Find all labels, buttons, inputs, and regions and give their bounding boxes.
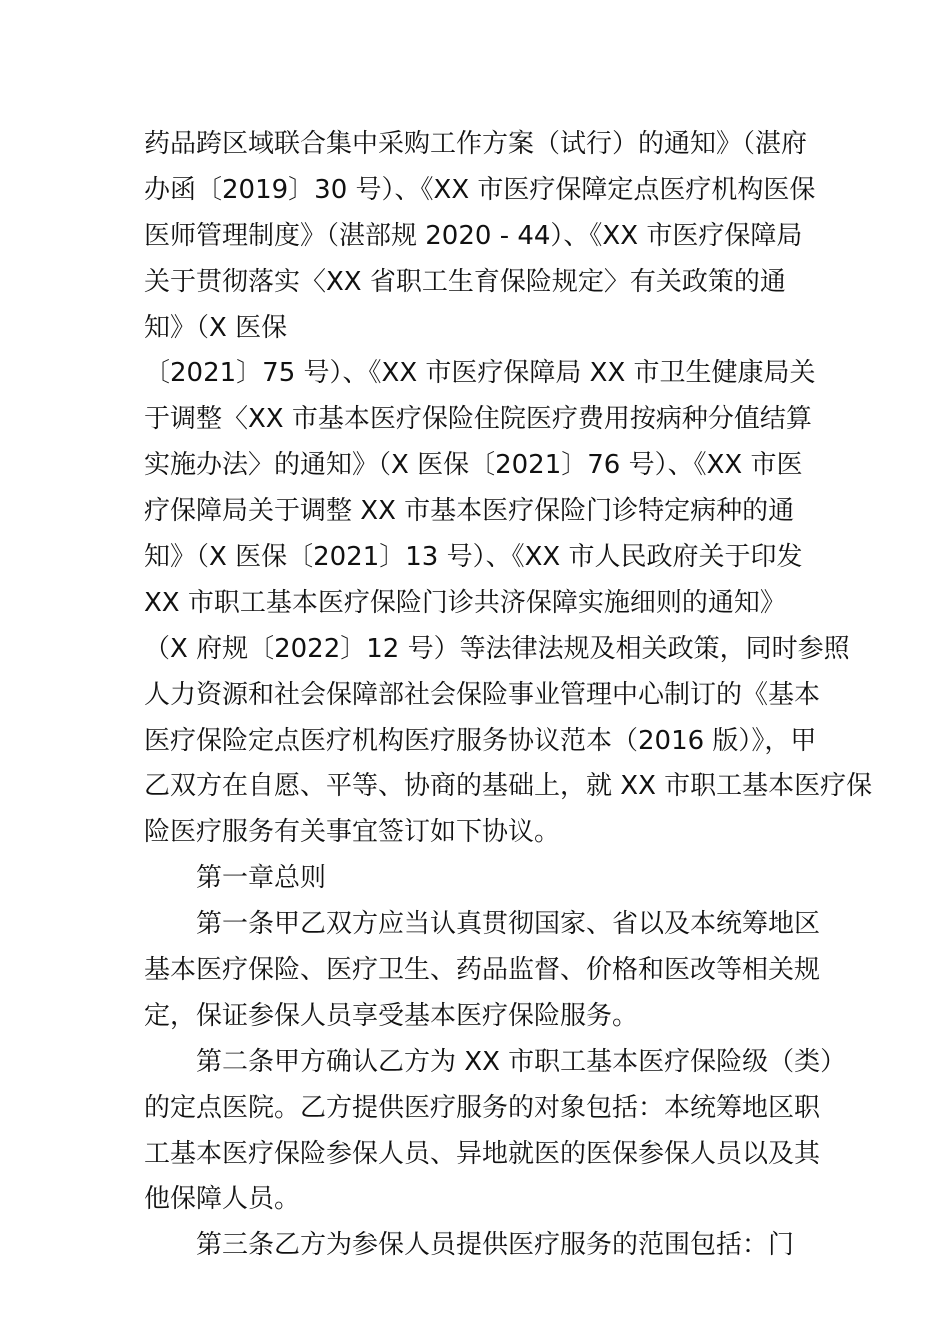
document-body	[144, 122, 873, 1269]
text-line: 定，保证参保人员享受基本医疗保险服务。	[144, 1000, 639, 1031]
text-line: 他保障人员。	[144, 1184, 301, 1215]
text-line: 乙双方在自愿、平等、协商的基础上，就 XX 市职工基本医疗保	[144, 771, 873, 802]
text-line: 险医疗服务有关事宜签订如下协议。	[144, 817, 561, 848]
text-line: 的定点医院。乙方提供医疗服务的对象包括：本统筹地区职	[144, 1092, 821, 1123]
text-line: 知》（X 医保〔2021〕13 号）、《XX 市人民政府关于印发	[144, 542, 803, 573]
text-line: 实施办法〉的通知》（X 医保〔2021〕76 号）、《XX 市医	[144, 450, 803, 481]
text-line: 关于贯彻落实〈XX 省职工生育保险规定〉有关政策的通	[144, 266, 786, 297]
text-line: （X 府规〔2022〕12 号）等法律法规及相关政策，同时参照	[144, 633, 850, 664]
text-line: 于调整〈XX 市基本医疗保险住院医疗费用按病种分值结算	[144, 404, 812, 435]
text-line: 知》（X 医保	[144, 312, 288, 343]
text-line: 人力资源和社会保障部社会保险事业管理中心制订的《基本	[144, 679, 821, 710]
text-line: 基本医疗保险、医疗卫生、药品监督、价格和医改等相关规	[144, 955, 821, 986]
chapter-heading: 第一章总则	[196, 863, 327, 894]
text-line: 疗保障局关于调整 XX 市基本医疗保险门诊特定病种的通	[144, 496, 795, 527]
article-first-line: 第三条乙方为参保人员提供医疗服务的范围包括：门	[196, 1230, 795, 1261]
text-line: 药品跨区域联合集中采购工作方案（试行）的通知》（湛府	[144, 129, 808, 159]
text-line: 医师管理制度》（湛部规 2020 - 44）、《XX 市医疗保障局	[144, 220, 803, 251]
text-line: 工基本医疗保险参保人员、异地就医的医保参保人员以及其	[144, 1138, 821, 1169]
article-first-line: 第一条甲乙双方应当认真贯彻国家、省以及本统筹地区	[196, 909, 821, 940]
text-line: 〔2021〕75 号）、《XX 市医疗保障局 XX 市卫生健康局关	[144, 358, 816, 389]
article-first-line: 第二条甲方确认乙方为 XX 市职工基本医疗保险级（类）	[196, 1046, 847, 1077]
text-line: 医疗保险定点医疗机构医疗服务协议范本（2016 版）》，甲	[144, 725, 817, 756]
text-line: 办函〔2019〕30 号）、《XX 市医疗保障定点医疗机构医保	[144, 174, 816, 205]
text-line: XX 市职工基本医疗保险门诊共济保障实施细则的通知》	[144, 587, 786, 618]
